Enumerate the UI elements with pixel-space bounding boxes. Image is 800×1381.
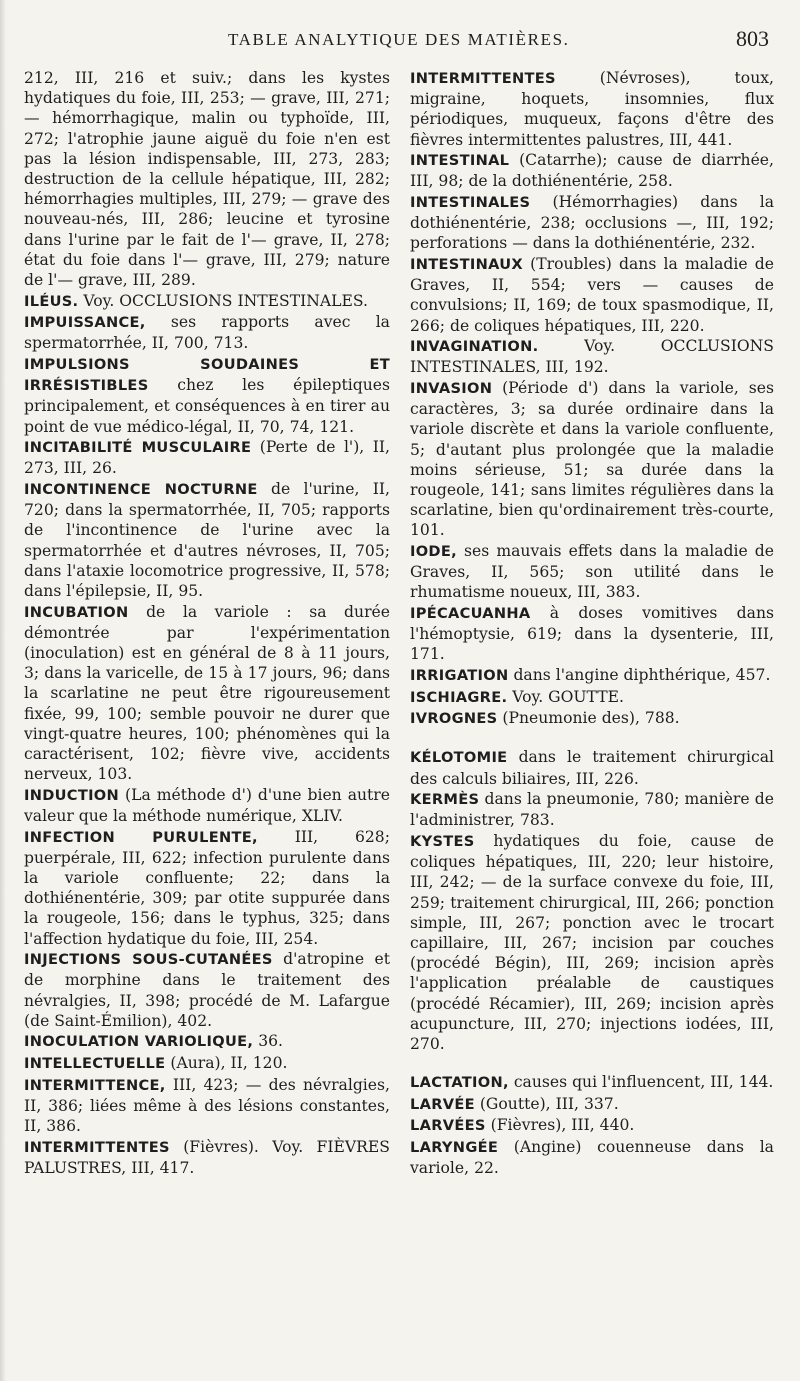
index-entry [24, 602, 390, 785]
entry-text: (Perte de l'), II, 273, III, 26. [24, 438, 390, 478]
entry-text: (Névroses), toux, migraine, hoquets, insomnies, flux périodiques, muqueux, façons d'être des fièvres intermittentes palustres, III, 441. [410, 69, 774, 149]
entry-heading: INCITABILITÉ MUSCULAIRE [24, 439, 252, 457]
entry-heading: KÉLOTOMIE [410, 749, 508, 767]
entry-heading: IMPUISSANCE, [24, 314, 146, 332]
entry-heading: INVAGINATION. [410, 338, 539, 356]
index-entry [24, 437, 390, 478]
index-entry [24, 354, 390, 437]
index-entry [24, 68, 390, 290]
entry-text: (Aura), II, 120. [170, 1054, 288, 1073]
entry-heading: INTESTINAUX [410, 256, 523, 273]
page-header [0, 26, 800, 56]
entry-heading: INCONTINENCE NOCTURNE [24, 481, 258, 499]
entry-heading: INJECTIONS SOUS-CUTANÉES [24, 951, 273, 969]
entry-text: (Fièvres). Voy. FIÈVRES PALUSTRES, III, 417. [24, 1137, 390, 1177]
entry-text: (Fièvres), III, 440. [490, 1116, 635, 1135]
index-entry [24, 1053, 390, 1074]
entry-text: ses rapports avec la spermatorrhée, II, 700, 713. [24, 313, 390, 353]
index-entry [410, 68, 774, 150]
index-entry [410, 708, 774, 729]
index-entry [410, 1072, 774, 1093]
index-entry [410, 665, 774, 686]
entry-text: dans le traitement chirurgical des calculs biliaires, III, 226. [410, 748, 774, 788]
entry-heading: IODE, [410, 543, 457, 561]
scan-edge-shadow [0, 0, 6, 1381]
entry-heading: INDUCTION [24, 786, 120, 804]
entry-text: Voy. OCCLUSIONS INTESTINALES. [83, 291, 369, 310]
entry-heading: INTERMITTENTES [24, 1138, 170, 1156]
entry-heading: INOCULATION VARIOLIQUE, [24, 1033, 254, 1051]
entry-text: (Goutte), III, 337. [479, 1094, 619, 1113]
entry-text: 212, III, 216 et suiv.; dans les kystes hydatiques du foie, III, 253; — grave, III, 271; — hémorrhagique, malin ou typhoïde, III, 272; l'atrophie jaune aiguë du foie n'en est pas la lésion indispensable, III, 273, 283; destruction de la cellule hépatique, III, 282; hémorrhagies multiples, III, 279; — grave des nouveau-nés, III, 286; leucine et tyrosine dans l'urine par le fait de l'— grave, II, 278; état du foie dans l'— grave, III, 279; nature de l'— grave, III, 289. [24, 69, 390, 290]
entry-text: hydatiques du foie, cause de coliques hépatiques, III, 220; leur histoire, III, 242; — de la surface convexe du foie, III, 259; traitement chirurgical, III, 266; ponction simple, III, 267; ponction avec le trocart capillaire, III, 267; incision par couches (procédé Bégin), III, 269; incision après l'application préalable de caustiques (procédé Récamier), III, 269; incision après acupuncture, III, 270; injections iodées, III, 270. [410, 832, 774, 1054]
index-entry [410, 541, 774, 603]
entry-text: III, 628; puerpérale, III, 622; infection purulente dans la variole confluente; 22; dans la dothiénentérie, 309; par otite suppurée dans la rougeole, 156; dans le typhus, 325; dans l'affection hydatique du foie, III, 254. [24, 827, 390, 948]
entry-heading: ILÉUS. [24, 292, 79, 310]
entry-heading: LARYNGÉE [410, 1139, 499, 1157]
entry-heading: KYSTES [410, 833, 475, 850]
index-entry [410, 831, 774, 1054]
entry-heading: INTERMITTENTES [410, 70, 556, 87]
index-entry [24, 949, 390, 1031]
entry-heading: LARVÉE [410, 1095, 475, 1113]
running-title: TABLE ANALYTIQUE DES MATIÈRES. [228, 30, 570, 49]
entry-heading: INVASION [410, 380, 493, 397]
entry-text: (La méthode d') d'une bien autre valeur que la méthode numérique, XLIV. [24, 785, 390, 826]
entry-text: chez les épileptiques principalement, et conséquences à en tirer au point de vue médico-légal, II, 70, 74, 121. [24, 376, 390, 436]
index-entry [24, 1137, 390, 1178]
index-entry [410, 336, 774, 377]
entry-text: (Pneumonie des), 788. [502, 709, 680, 728]
entry-text: III, 423; — des névralgies, II, 386; liées même à des lésions constantes, II, 386. [24, 1075, 390, 1136]
index-entry [410, 789, 774, 830]
entry-heading: IMPULSIONS SOUDAINES ET IRRÉSISTIBLES [24, 356, 390, 395]
entry-heading: IVROGNES [410, 710, 498, 728]
index-entry [410, 603, 774, 665]
index-entry [24, 312, 390, 353]
entry-text: d'atropine et de morphine dans le traitement des névralgies, II, 398; procédé de M. Lafargue (de Saint-Émilion), 402. [24, 950, 390, 1030]
entry-heading: KERMÈS [410, 791, 480, 809]
entry-text: (Catarrhe); cause de diarrhée, III, 98; de la dothiénentérie, 258. [410, 151, 774, 191]
index-entry [410, 687, 774, 708]
entry-heading: ISCHIAGRE. [410, 688, 508, 706]
entry-text: (Hémorrhagies) dans la dothiénentérie, 238; occlusions —, III, 192; perforations — dans la dothiénentérie, 232. [410, 193, 774, 253]
left-column [24, 68, 390, 1178]
index-entry [410, 747, 774, 788]
entry-heading: INFECTION PURULENTE, [24, 828, 258, 846]
index-entry [410, 378, 774, 541]
entry-text: dans la pneumonie, 780; manière de l'administrer, 783. [410, 790, 774, 830]
right-column [410, 68, 774, 1179]
entry-text: de la variole : sa durée démontrée par l'expérimentation (inoculation) est en général de 8 à 11 jours, 3; dans la varicelle, de 15 à 17 jours, 96; dans la scarlatine ne peut être rigoureusement fixée, 99, 100; semble pouvoir ne durer que vingt-quatre heures, 100; phénomènes qui la caractérisent, 102; fièvre vive, accidents nerveux, 103. [24, 602, 390, 784]
index-entry [410, 1115, 774, 1136]
entry-heading: IRRIGATION [410, 667, 509, 685]
entry-text: dans l'angine diphthérique, 457. [513, 666, 771, 685]
entry-heading: LACTATION, [410, 1074, 509, 1092]
entry-text: 36. [258, 1032, 284, 1051]
index-entry [410, 150, 774, 191]
entry-heading: INCUBATION [24, 603, 129, 621]
index-entry [24, 291, 390, 312]
entry-text: de l'urine, II, 720; dans la spermatorrhée, II, 705; rapports de l'incontinence de l'urine avec la spermatorrhée et d'autres névroses, II, 705; dans l'ataxie locomotrice progressive, II, 578; dans l'épilepsie, II, 95. [24, 480, 390, 601]
entry-text: (Période d') dans la variole, ses caractères, 3; sa durée ordinaire dans la variole discrète et dans la variole confluente, 5; d'autant plus prolongée que la maladie moins sérieuse, 51; sa durée dans la rougeole, 141; sans limites régulières dans la scarlatine, bien qu'ordinairement très-courte, 101. [410, 379, 774, 540]
index-entry [410, 1137, 774, 1178]
entry-text: ses mauvais effets dans la maladie de Graves, II, 565; son utilité dans le rhumatisme noueux, III, 383. [410, 542, 774, 602]
entry-heading: INTERMITTENCE, [24, 1076, 166, 1094]
entry-text: Voy. GOUTTE. [512, 687, 624, 706]
index-entry [24, 1031, 390, 1052]
entry-heading: IPÉCACUANHA [410, 605, 531, 623]
entry-text: causes qui l'influencent, III, 144. [513, 1073, 774, 1092]
index-entry [24, 785, 390, 826]
index-entry [24, 827, 390, 949]
entry-text: (Troubles) dans la maladie de Graves, II, 554; vers — causes de convulsions; II, 169; de toux spasmodique, II, 266; de coliques hépatiques, III, 220. [410, 255, 774, 335]
page-number: 803 [736, 26, 769, 51]
index-entry [410, 1094, 774, 1115]
entry-heading: LARVÉES [410, 1117, 486, 1135]
index-entry [24, 1075, 390, 1137]
entry-text: à doses vomitives dans l'hémoptysie, 619; dans la dysenterie, III, 171. [410, 604, 774, 664]
entry-heading: INTESTINALES [410, 194, 531, 211]
entry-heading: INTESTINAL [410, 152, 510, 170]
entry-heading: INTELLECTUELLE [24, 1055, 166, 1073]
entry-text: (Angine) couenneuse dans la variole, 22. [410, 1138, 774, 1178]
entry-text: Voy. OCCLUSIONS INTESTINALES, III, 192. [410, 337, 774, 377]
index-entry [24, 479, 390, 601]
index-entry [410, 192, 774, 254]
index-entry [410, 254, 774, 336]
